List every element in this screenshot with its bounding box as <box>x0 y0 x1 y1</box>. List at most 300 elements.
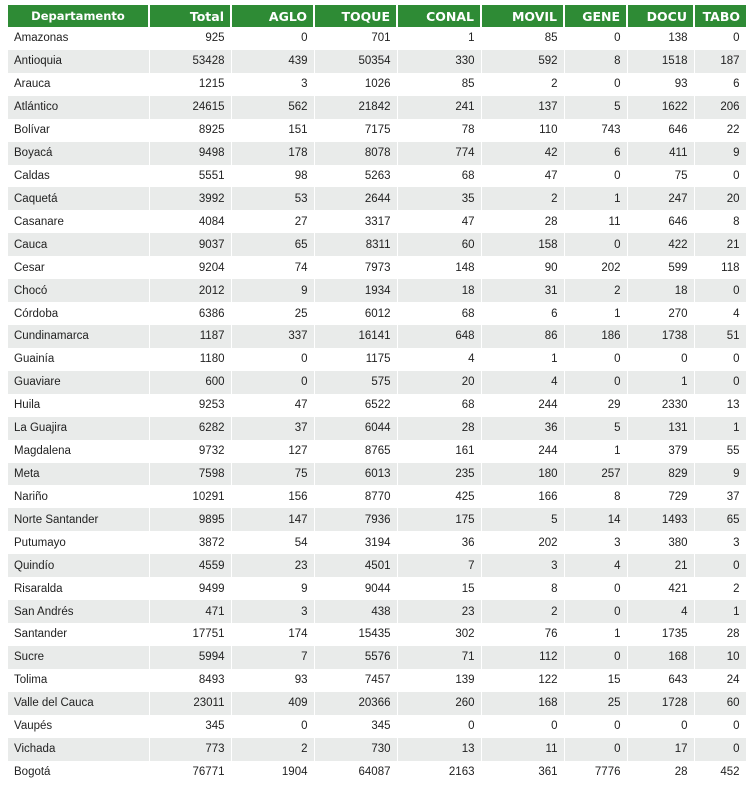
cell-aglo: 337 <box>231 325 314 348</box>
cell-toque: 3194 <box>314 531 397 554</box>
cell-gene: 1 <box>564 187 627 210</box>
cell-departamento: Chocó <box>8 279 149 302</box>
table-row <box>8 142 746 165</box>
header-toque: TOQUE <box>314 5 397 27</box>
cell-tabo: 20 <box>694 187 746 210</box>
cell-movil: 168 <box>481 692 564 715</box>
cell-docu: 168 <box>627 646 694 669</box>
cell-departamento: Valle del Cauca <box>8 692 149 715</box>
cell-conal: 0 <box>397 715 481 738</box>
cell-tabo: 8 <box>694 210 746 233</box>
cell-toque: 1934 <box>314 279 397 302</box>
cell-docu: 18 <box>627 279 694 302</box>
cell-departamento: Huila <box>8 394 149 417</box>
cell-movil: 592 <box>481 50 564 73</box>
cell-gene: 202 <box>564 256 627 279</box>
cell-aglo: 65 <box>231 233 314 256</box>
cell-gene: 29 <box>564 394 627 417</box>
cell-departamento: Boyacá <box>8 142 149 165</box>
cell-tabo: 206 <box>694 96 746 119</box>
cell-conal: 175 <box>397 508 481 531</box>
cell-aglo: 75 <box>231 463 314 486</box>
cell-gene: 5 <box>564 417 627 440</box>
table-row <box>8 27 746 50</box>
cell-toque: 7973 <box>314 256 397 279</box>
cell-departamento: La Guajira <box>8 417 149 440</box>
cell-conal: 241 <box>397 96 481 119</box>
cell-toque: 50354 <box>314 50 397 73</box>
cell-gene: 0 <box>564 577 627 600</box>
cell-tabo: 0 <box>694 738 746 761</box>
cell-departamento: Quindío <box>8 554 149 577</box>
cell-aglo: 27 <box>231 210 314 233</box>
cell-gene: 7776 <box>564 761 627 784</box>
cell-toque: 20366 <box>314 692 397 715</box>
cell-total: 4084 <box>149 210 231 233</box>
cell-total: 2012 <box>149 279 231 302</box>
cell-departamento: Atlántico <box>8 96 149 119</box>
cell-gene: 743 <box>564 119 627 142</box>
cell-toque: 7457 <box>314 669 397 692</box>
cell-aglo: 127 <box>231 440 314 463</box>
cell-docu: 379 <box>627 440 694 463</box>
cell-tabo: 9 <box>694 463 746 486</box>
cell-gene: 0 <box>564 348 627 371</box>
cell-gene: 186 <box>564 325 627 348</box>
cell-tabo: 28 <box>694 623 746 646</box>
table-row <box>8 531 746 554</box>
cell-movil: 31 <box>481 279 564 302</box>
cell-docu: 270 <box>627 302 694 325</box>
cell-toque: 575 <box>314 371 397 394</box>
table-row <box>8 485 746 508</box>
table-row <box>8 761 746 784</box>
cell-movil: 4 <box>481 371 564 394</box>
cell-aglo: 0 <box>231 27 314 50</box>
cell-conal: 1 <box>397 27 481 50</box>
cell-gene: 0 <box>564 738 627 761</box>
cell-conal: 71 <box>397 646 481 669</box>
cell-departamento: Caldas <box>8 165 149 188</box>
cell-total: 5994 <box>149 646 231 669</box>
cell-conal: 425 <box>397 485 481 508</box>
table-row <box>8 463 746 486</box>
cell-departamento: Tolima <box>8 669 149 692</box>
header-departamento: Departamento <box>8 5 149 27</box>
cell-docu: 17 <box>627 738 694 761</box>
cell-conal: 2163 <box>397 761 481 784</box>
table-row <box>8 50 746 73</box>
cell-conal: 774 <box>397 142 481 165</box>
cell-conal: 161 <box>397 440 481 463</box>
cell-movil: 85 <box>481 27 564 50</box>
cell-toque: 2644 <box>314 187 397 210</box>
table-row <box>8 623 746 646</box>
cell-aglo: 0 <box>231 371 314 394</box>
table-row <box>8 440 746 463</box>
cell-docu: 646 <box>627 119 694 142</box>
cell-total: 10291 <box>149 485 231 508</box>
cell-toque: 438 <box>314 600 397 623</box>
cell-gene: 6 <box>564 142 627 165</box>
table-row <box>8 692 746 715</box>
cell-departamento: Meta <box>8 463 149 486</box>
cell-total: 23011 <box>149 692 231 715</box>
cell-movil: 8 <box>481 577 564 600</box>
cell-conal: 7 <box>397 554 481 577</box>
cell-departamento: Córdoba <box>8 302 149 325</box>
cell-aglo: 9 <box>231 279 314 302</box>
table-row <box>8 302 746 325</box>
cell-conal: 139 <box>397 669 481 692</box>
cell-departamento: San Andrés <box>8 600 149 623</box>
cell-movil: 6 <box>481 302 564 325</box>
cell-movil: 110 <box>481 119 564 142</box>
cell-total: 76771 <box>149 761 231 784</box>
cell-docu: 829 <box>627 463 694 486</box>
cell-aglo: 74 <box>231 256 314 279</box>
cell-movil: 202 <box>481 531 564 554</box>
cell-tabo: 4 <box>694 302 746 325</box>
cell-total: 600 <box>149 371 231 394</box>
cell-docu: 28 <box>627 761 694 784</box>
cell-docu: 421 <box>627 577 694 600</box>
cell-tabo: 37 <box>694 485 746 508</box>
cell-total: 471 <box>149 600 231 623</box>
cell-movil: 86 <box>481 325 564 348</box>
table-row <box>8 394 746 417</box>
cell-gene: 15 <box>564 669 627 692</box>
cell-gene: 8 <box>564 50 627 73</box>
cell-movil: 28 <box>481 210 564 233</box>
cell-aglo: 147 <box>231 508 314 531</box>
cell-docu: 599 <box>627 256 694 279</box>
cell-total: 53428 <box>149 50 231 73</box>
cell-aglo: 3 <box>231 600 314 623</box>
cell-movil: 5 <box>481 508 564 531</box>
cell-docu: 1735 <box>627 623 694 646</box>
cell-tabo: 22 <box>694 119 746 142</box>
cell-toque: 5263 <box>314 165 397 188</box>
cell-toque: 16141 <box>314 325 397 348</box>
cell-gene: 8 <box>564 485 627 508</box>
cell-tabo: 118 <box>694 256 746 279</box>
cell-departamento: Cundinamarca <box>8 325 149 348</box>
table-row <box>8 371 746 394</box>
cell-docu: 0 <box>627 348 694 371</box>
cell-total: 3872 <box>149 531 231 554</box>
cell-docu: 131 <box>627 417 694 440</box>
table-row <box>8 233 746 256</box>
cell-movil: 122 <box>481 669 564 692</box>
cell-conal: 68 <box>397 302 481 325</box>
cell-aglo: 409 <box>231 692 314 715</box>
cell-total: 3992 <box>149 187 231 210</box>
cell-docu: 1 <box>627 371 694 394</box>
cell-conal: 47 <box>397 210 481 233</box>
header-total: Total <box>149 5 231 27</box>
cell-departamento: Casanare <box>8 210 149 233</box>
cell-departamento: Cauca <box>8 233 149 256</box>
cell-tabo: 0 <box>694 27 746 50</box>
cell-gene: 1 <box>564 623 627 646</box>
cell-tabo: 187 <box>694 50 746 73</box>
cell-total: 1187 <box>149 325 231 348</box>
cell-departamento: Sucre <box>8 646 149 669</box>
cell-departamento: Bogotá <box>8 761 149 784</box>
cell-toque: 3317 <box>314 210 397 233</box>
cell-aglo: 23 <box>231 554 314 577</box>
cell-toque: 8078 <box>314 142 397 165</box>
cell-conal: 60 <box>397 233 481 256</box>
cell-conal: 15 <box>397 577 481 600</box>
table-row <box>8 279 746 302</box>
cell-total: 1215 <box>149 73 231 96</box>
cell-departamento: Cesar <box>8 256 149 279</box>
cell-aglo: 0 <box>231 715 314 738</box>
table-row <box>8 715 746 738</box>
cell-docu: 1738 <box>627 325 694 348</box>
cell-toque: 7936 <box>314 508 397 531</box>
cell-movil: 166 <box>481 485 564 508</box>
cell-movil: 11 <box>481 738 564 761</box>
header-aglo: AGLO <box>231 5 314 27</box>
cell-gene: 2 <box>564 279 627 302</box>
cell-aglo: 174 <box>231 623 314 646</box>
cell-tabo: 24 <box>694 669 746 692</box>
cell-tabo: 0 <box>694 715 746 738</box>
cell-departamento: Santander <box>8 623 149 646</box>
cell-gene: 0 <box>564 73 627 96</box>
cell-aglo: 562 <box>231 96 314 119</box>
table-row <box>8 73 746 96</box>
cell-total: 7598 <box>149 463 231 486</box>
table-row <box>8 210 746 233</box>
cell-gene: 3 <box>564 531 627 554</box>
table-row <box>8 417 746 440</box>
cell-departamento: Arauca <box>8 73 149 96</box>
data-table <box>8 5 747 783</box>
table-row <box>8 256 746 279</box>
cell-total: 8493 <box>149 669 231 692</box>
cell-movil: 1 <box>481 348 564 371</box>
cell-toque: 64087 <box>314 761 397 784</box>
cell-docu: 4 <box>627 600 694 623</box>
cell-total: 9204 <box>149 256 231 279</box>
cell-tabo: 13 <box>694 394 746 417</box>
cell-tabo: 0 <box>694 554 746 577</box>
cell-tabo: 21 <box>694 233 746 256</box>
cell-movil: 112 <box>481 646 564 669</box>
cell-total: 6282 <box>149 417 231 440</box>
cell-tabo: 1 <box>694 417 746 440</box>
cell-docu: 422 <box>627 233 694 256</box>
header-conal: CONAL <box>397 5 481 27</box>
cell-aglo: 151 <box>231 119 314 142</box>
cell-aglo: 37 <box>231 417 314 440</box>
cell-docu: 247 <box>627 187 694 210</box>
cell-movil: 158 <box>481 233 564 256</box>
cell-tabo: 0 <box>694 279 746 302</box>
cell-docu: 138 <box>627 27 694 50</box>
table-row <box>8 165 746 188</box>
cell-toque: 15435 <box>314 623 397 646</box>
cell-movil: 47 <box>481 165 564 188</box>
cell-movil: 180 <box>481 463 564 486</box>
cell-departamento: Caquetá <box>8 187 149 210</box>
cell-total: 1180 <box>149 348 231 371</box>
cell-total: 925 <box>149 27 231 50</box>
cell-toque: 21842 <box>314 96 397 119</box>
cell-tabo: 55 <box>694 440 746 463</box>
cell-gene: 25 <box>564 692 627 715</box>
cell-tabo: 9 <box>694 142 746 165</box>
cell-total: 6386 <box>149 302 231 325</box>
cell-departamento: Magdalena <box>8 440 149 463</box>
cell-departamento: Norte Santander <box>8 508 149 531</box>
cell-docu: 1728 <box>627 692 694 715</box>
cell-toque: 5576 <box>314 646 397 669</box>
cell-total: 8925 <box>149 119 231 142</box>
table-row <box>8 508 746 531</box>
cell-departamento: Vaupés <box>8 715 149 738</box>
cell-docu: 380 <box>627 531 694 554</box>
cell-gene: 0 <box>564 715 627 738</box>
cell-departamento: Guaviare <box>8 371 149 394</box>
cell-total: 773 <box>149 738 231 761</box>
cell-toque: 8765 <box>314 440 397 463</box>
cell-total: 9037 <box>149 233 231 256</box>
table-row <box>8 577 746 600</box>
cell-conal: 13 <box>397 738 481 761</box>
table-row <box>8 600 746 623</box>
cell-conal: 68 <box>397 165 481 188</box>
table-row <box>8 738 746 761</box>
header-row <box>8 5 746 27</box>
cell-gene: 0 <box>564 371 627 394</box>
cell-movil: 2 <box>481 73 564 96</box>
cell-conal: 235 <box>397 463 481 486</box>
cell-departamento: Putumayo <box>8 531 149 554</box>
cell-total: 4559 <box>149 554 231 577</box>
cell-toque: 701 <box>314 27 397 50</box>
cell-departamento: Vichada <box>8 738 149 761</box>
table-row <box>8 669 746 692</box>
cell-toque: 8311 <box>314 233 397 256</box>
cell-total: 9499 <box>149 577 231 600</box>
table-row <box>8 187 746 210</box>
cell-movil: 36 <box>481 417 564 440</box>
cell-movil: 3 <box>481 554 564 577</box>
cell-aglo: 47 <box>231 394 314 417</box>
cell-docu: 643 <box>627 669 694 692</box>
cell-tabo: 2 <box>694 577 746 600</box>
cell-total: 9253 <box>149 394 231 417</box>
cell-docu: 1518 <box>627 50 694 73</box>
cell-docu: 93 <box>627 73 694 96</box>
cell-aglo: 53 <box>231 187 314 210</box>
cell-departamento: Nariño <box>8 485 149 508</box>
header-movil: MOVIL <box>481 5 564 27</box>
cell-docu: 411 <box>627 142 694 165</box>
cell-gene: 4 <box>564 554 627 577</box>
cell-aglo: 25 <box>231 302 314 325</box>
header-tabo: TABO <box>694 5 746 27</box>
cell-gene: 1 <box>564 302 627 325</box>
cell-conal: 35 <box>397 187 481 210</box>
table-row <box>8 554 746 577</box>
cell-aglo: 439 <box>231 50 314 73</box>
cell-aglo: 3 <box>231 73 314 96</box>
cell-tabo: 3 <box>694 531 746 554</box>
cell-toque: 1026 <box>314 73 397 96</box>
cell-conal: 68 <box>397 394 481 417</box>
cell-movil: 244 <box>481 394 564 417</box>
cell-total: 9732 <box>149 440 231 463</box>
cell-departamento: Guainía <box>8 348 149 371</box>
cell-departamento: Antioquia <box>8 50 149 73</box>
cell-conal: 20 <box>397 371 481 394</box>
cell-toque: 1175 <box>314 348 397 371</box>
cell-gene: 1 <box>564 440 627 463</box>
cell-movil: 2 <box>481 600 564 623</box>
cell-toque: 730 <box>314 738 397 761</box>
cell-aglo: 7 <box>231 646 314 669</box>
table-body <box>8 27 746 783</box>
cell-aglo: 0 <box>231 348 314 371</box>
cell-conal: 18 <box>397 279 481 302</box>
cell-tabo: 0 <box>694 165 746 188</box>
cell-conal: 78 <box>397 119 481 142</box>
table-row <box>8 646 746 669</box>
cell-departamento: Risaralda <box>8 577 149 600</box>
cell-gene: 0 <box>564 233 627 256</box>
cell-toque: 6012 <box>314 302 397 325</box>
cell-total: 345 <box>149 715 231 738</box>
cell-conal: 302 <box>397 623 481 646</box>
cell-toque: 4501 <box>314 554 397 577</box>
cell-docu: 1622 <box>627 96 694 119</box>
cell-gene: 257 <box>564 463 627 486</box>
cell-total: 9498 <box>149 142 231 165</box>
cell-departamento: Bolívar <box>8 119 149 142</box>
cell-docu: 1493 <box>627 508 694 531</box>
cell-conal: 4 <box>397 348 481 371</box>
cell-total: 17751 <box>149 623 231 646</box>
cell-toque: 6522 <box>314 394 397 417</box>
table-row <box>8 96 746 119</box>
cell-total: 24615 <box>149 96 231 119</box>
cell-docu: 0 <box>627 715 694 738</box>
cell-movil: 244 <box>481 440 564 463</box>
cell-aglo: 1904 <box>231 761 314 784</box>
cell-aglo: 2 <box>231 738 314 761</box>
cell-gene: 5 <box>564 96 627 119</box>
cell-movil: 361 <box>481 761 564 784</box>
cell-movil: 42 <box>481 142 564 165</box>
table-header <box>8 5 746 27</box>
cell-docu: 2330 <box>627 394 694 417</box>
cell-gene: 0 <box>564 27 627 50</box>
cell-conal: 28 <box>397 417 481 440</box>
cell-tabo: 51 <box>694 325 746 348</box>
cell-conal: 648 <box>397 325 481 348</box>
cell-tabo: 65 <box>694 508 746 531</box>
cell-docu: 21 <box>627 554 694 577</box>
cell-docu: 75 <box>627 165 694 188</box>
cell-tabo: 10 <box>694 646 746 669</box>
cell-tabo: 0 <box>694 348 746 371</box>
